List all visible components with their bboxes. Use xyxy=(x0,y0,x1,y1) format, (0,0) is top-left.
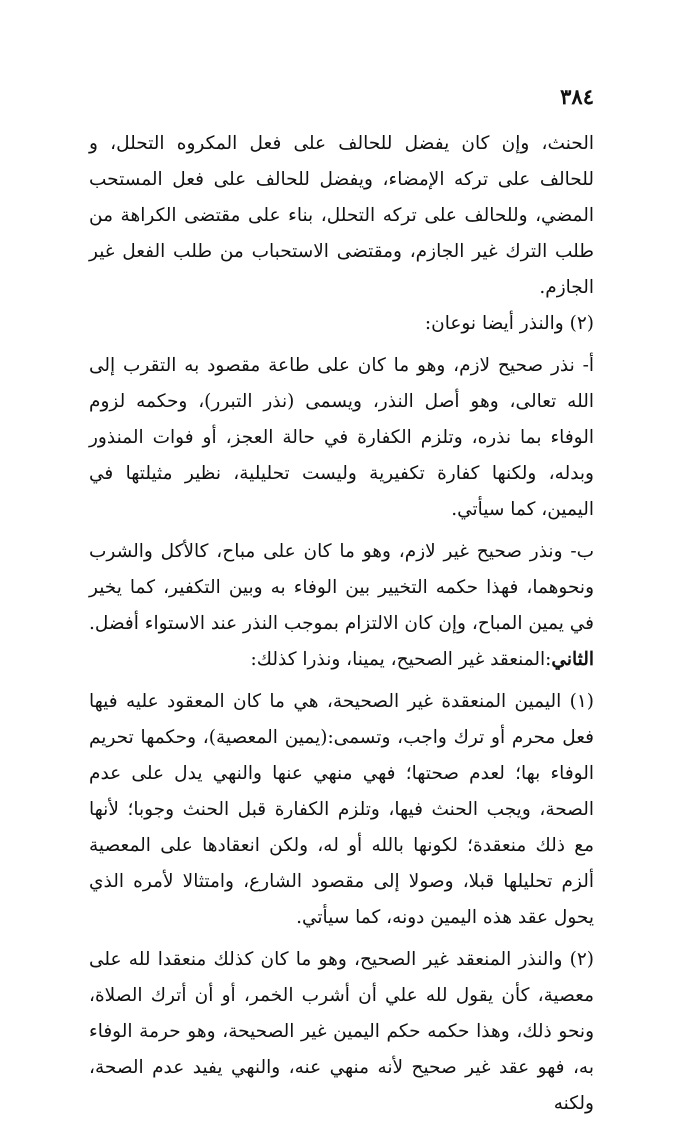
second-category-rest: :المنعقد غير الصحيح، يمينا، ونذرا كذلك: xyxy=(250,649,552,670)
paragraph-nadhr-two-types: (٢) والنذر أيضا نوعان: xyxy=(424,313,594,334)
paragraph-nadhr-sahih-lazim: أ- نذر صحيح لازم، وهو ما كان على طاعة مقصود به التقرب إلى الله تعالى، وهو أصل النذر، ويسمى (نذر التبرر)، وحكمه لزوم الوفاء بما نذره، وتلزم الكفارة في حالة العجز، أو فوات المنذور وبدله، ولكنها كفارة تكفيرية وليست تحليلية، نظير مثيلتها في اليمين، كما سيأتي. xyxy=(89,355,594,520)
page-number: ٣٨٤ xyxy=(560,84,594,109)
paragraph-yamin-ghayr-sahiha: (١) اليمين المنعقدة غير الصحيحة، هي ما كان المعقود عليه فيها فعل محرم أو ترك واجب، وتسمى:(يمين المعصية)، وحكمها تحريم الوفاء بها؛ لعدم صحتها؛ فهي منهي عنها والنهي يدل على عدم الصحة، ويجب الحنث فيها، وتلزم الكفارة قبل الحنث وجوبا؛ لأنها مع ذلك منعقدة؛ لكونها بالله أو له، ولكن انعقادها على المعصية ألزم تحليلها قبلا، وصولا إلى مقصود الشارع، وامتثالا لأمره الذي يحول عقد هذه اليمين دونه، كما سيأتي. xyxy=(89,691,594,928)
second-category-lead: الثاني xyxy=(551,649,594,670)
paragraph-second-category-heading xyxy=(89,642,594,678)
paragraph-nadhr-ghayr-sahih: (٢) والنذر المنعقد غير الصحيح، وهو ما كان كذلك منعقدا لله على معصية، كأن يقول لله علي أن أشرب الخمر، أو أن أترك الصلاة، ونحو ذلك، وهذا حكمه حكم اليمين غير الصحيحة، وهو حرمة الوفاء به، فهو عقد غير صحيح لأنه منهي عنه، والنهي يفيد عدم الصحة، ولكنه xyxy=(89,949,594,1114)
page-body xyxy=(89,126,594,1122)
paragraph-nadhr-sahih-ghayr-lazim: ب- ونذر صحيح غير لازم، وهو ما كان على مباح، كالأكل والشرب ونحوهما، فهذا حكمه التخيير بين الوفاء به وبين التكفير، كما يخير في يمين المباح، وإن كان الالتزام بموجب النذر عند الاستواء أفضل. xyxy=(88,541,594,634)
paragraph-hinth-continuation: الحنث، وإن كان يفضل للحالف على فعل المكروه التحلل، و للحالف على تركه الإمضاء، ويفضل للحالف على فعل المستحب المضي، وللحالف على تركه التحلل، بناء على مقتضى الكراهة من طلب الترك غير الجازم، ومقتضى الاستحباب من طلب الفعل غير الجازم. xyxy=(89,133,594,298)
